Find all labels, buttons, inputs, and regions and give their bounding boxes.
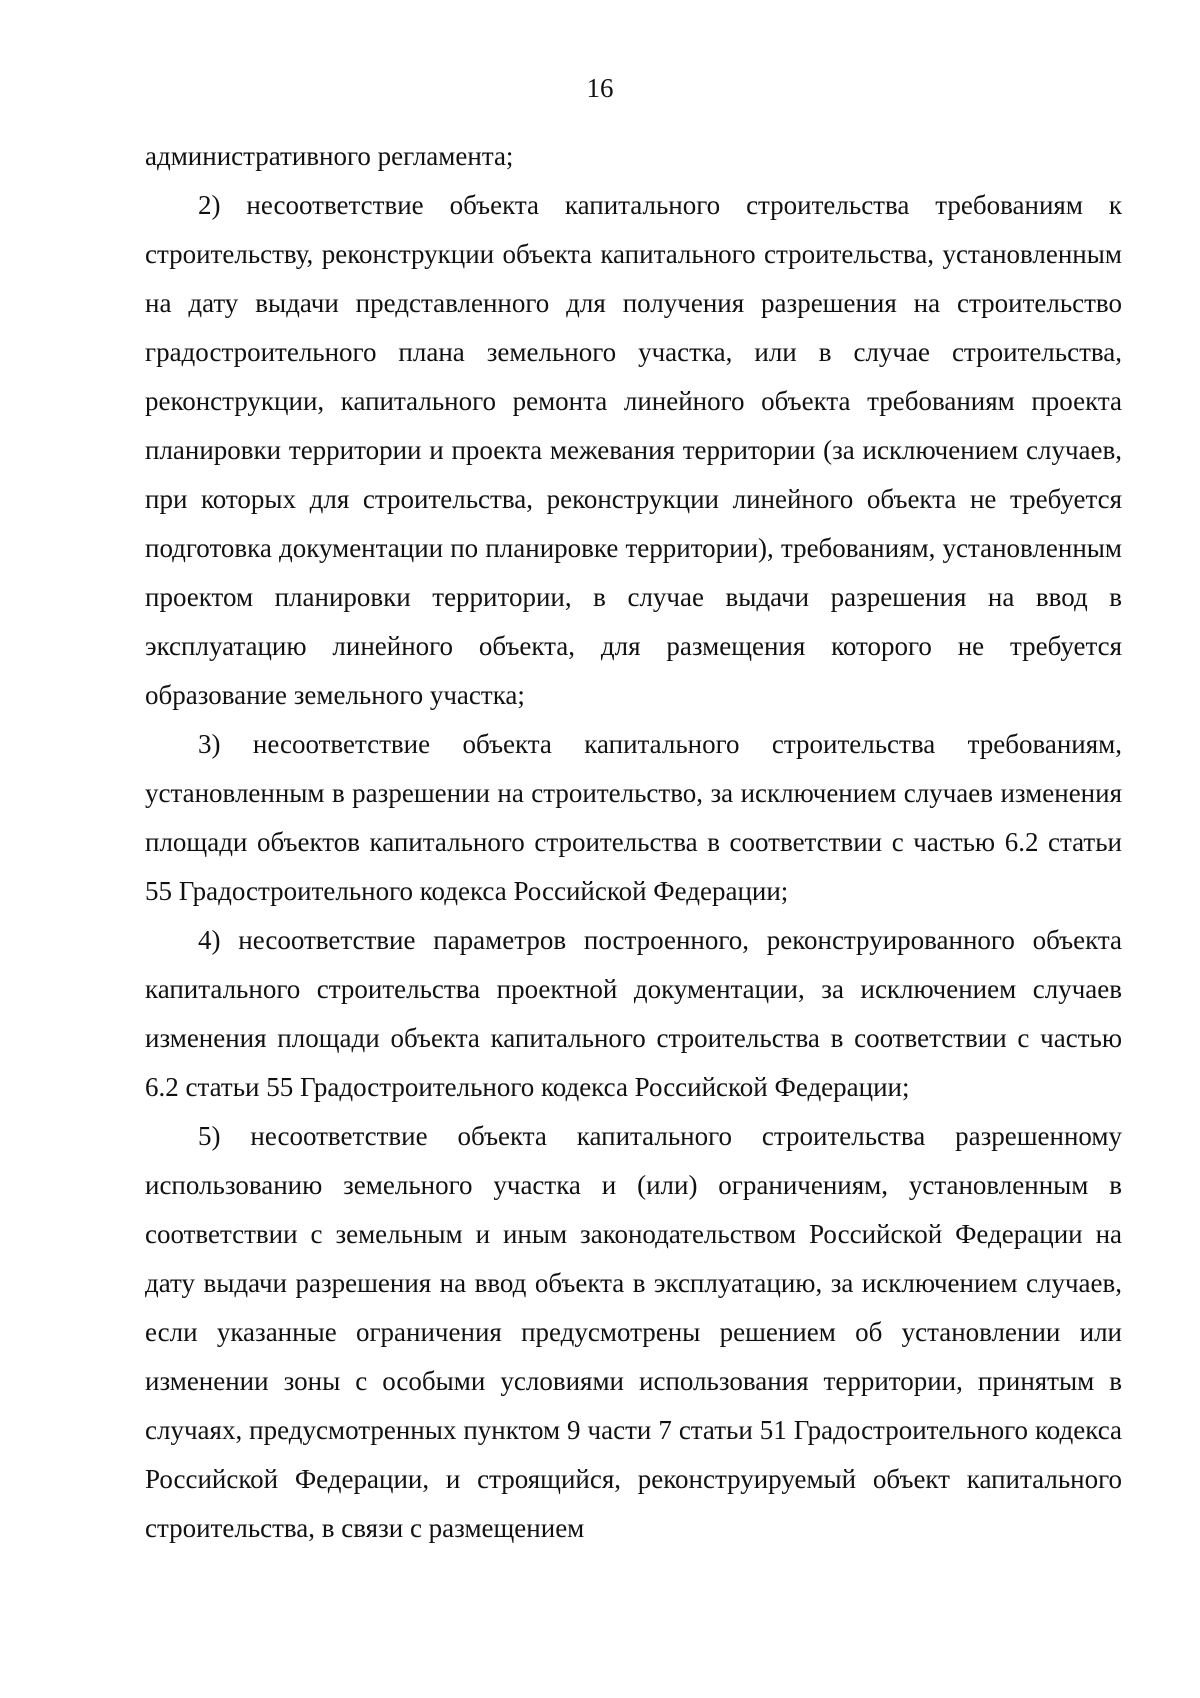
page-number: 16 (586, 73, 614, 103)
paragraph-item-3: 3) несоответствие объекта капитального строительства требованиям, установленным в разрешении на строительство, за исключением случаев изменения площади объектов капитального строительства в соответствии с частью 6.2 статьи 55 Градостроительного кодекса Российской Федерации; (145, 729, 1122, 906)
document-body (145, 132, 1122, 1553)
paragraph-item-5: 5) несоответствие объекта капитального строительства разрешенному использованию земельного участка и (или) ограничениям, установленным в соответствии с земельным и иным законодательством Российской Федерации на дату выдачи разрешения на ввод объекта в эксплуатацию, за исключением случаев, если указанные ограничения предусмотрены решением об установлении или изменении зоны с особыми условиями использования территории, принятым в случаях, предусмотренных пунктом 9 части 7 статьи 51 Градостроительного кодекса Российской Федерации, и строящийся, реконструируемый объект капитального строительства, в связи с размещением (145, 1121, 1122, 1543)
paragraph-item-4: 4) несоответствие параметров построенного, реконструированного объекта капитального строительства проектной документации, за исключением случаев изменения площади объекта капитального строительства в соответствии с частью 6.2 статьи 55 Градостроительного кодекса Российской Федерации; (145, 925, 1122, 1102)
paragraph-continuation: административного регламента; (145, 141, 514, 171)
paragraph-item-2: 2) несоответствие объекта капитального строительства требованиям к строительству, реконструкции объекта капитального строительства, установленным на дату выдачи представленного для получения разрешения на строительство градостроительного плана земельного участка, или в случае строительства, реконструкции, капитального ремонта линейного объекта требованиям проекта планировки территории и проекта межевания территории (за исключением случаев, при которых для строительства, реконструкции линейного объекта не требуется подготовка документации по планировке территории), требованиям, установленным проектом планировки территории, в случае выдачи разрешения на ввод в эксплуатацию линейного объекта, для размещения которого не требуется образование земельного участка; (145, 190, 1122, 710)
